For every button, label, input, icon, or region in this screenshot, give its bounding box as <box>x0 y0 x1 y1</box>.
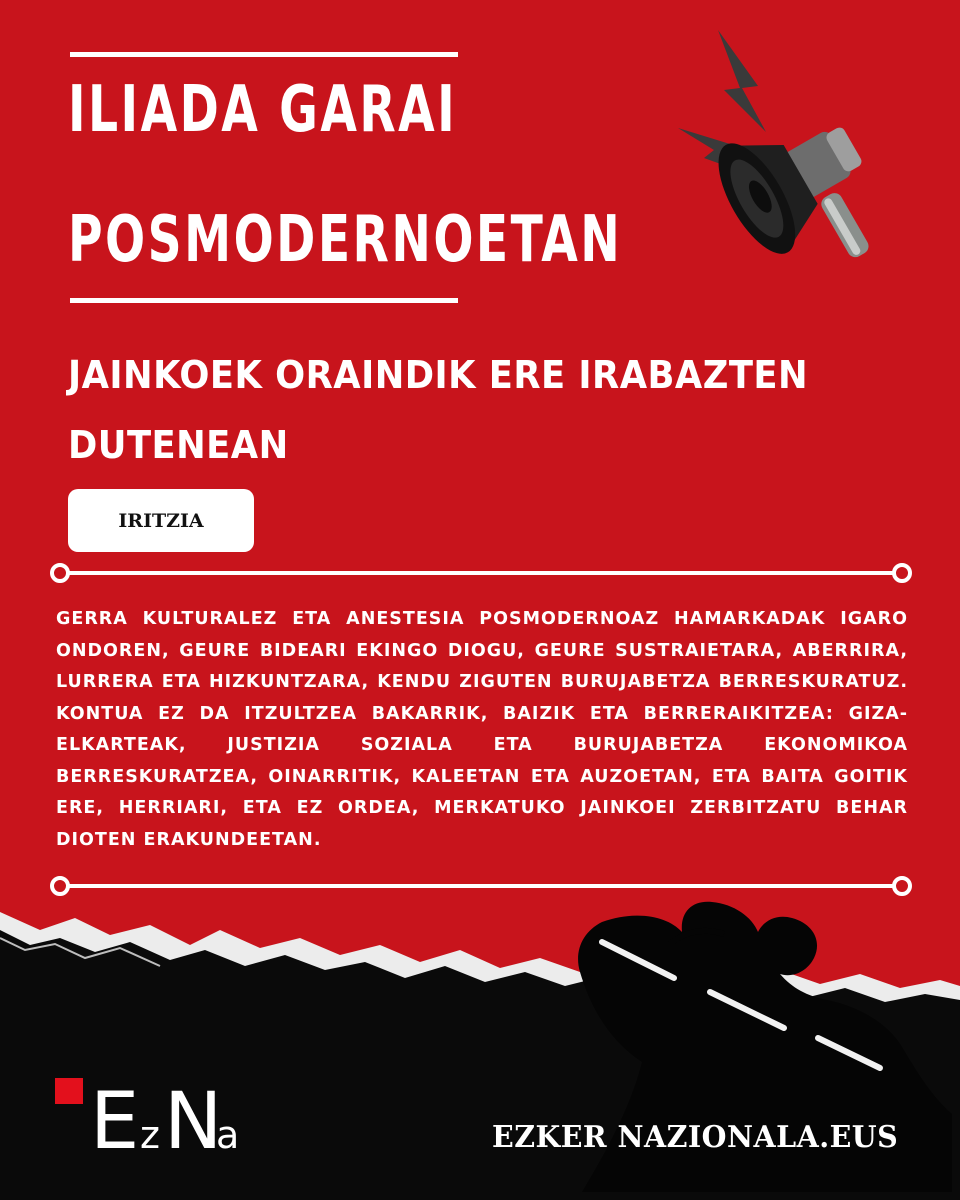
divider-dot-right <box>892 563 912 583</box>
divider-dot-right <box>892 876 912 896</box>
website-link[interactable]: EZKER NAZIONALA.EUS <box>492 1120 899 1155</box>
body-paragraph: GERRA KULTURALEZ ETA ANESTESIA POSMODERNOAZ HAMARKADAK IGARO ONDOREN, GEURE BIDEARI EKINGO DIOGU, GEURE SUSTRAIETARA, ABERRIRA, LURRERA ETA HIZKUNTZARA, KENDU ZIGUTEN BURUJABETZA BERRESKURATUZ. KONTUA EZ DA ITZULTZEA BAKARRIK, BAIZIK ETA BERRERAIKITZEA: GIZA-ELKARTEAK, JUSTIZIA SOZIALA ETA BURUJABETZA EKONOMIKOA BERRESKURATZEA, OINARRITIK, KALEETAN ETA AUZOETAN, ETA BAITA GOITIK ERE, HERRIARI, ETA EZ ORDEA, MERKATUKO JAINKOEI ZERBITZATU BEHAR DIOTEN ERAKUNDEETAN. <box>56 609 908 850</box>
subtitle: JAINKOEK ORAINDIK ERE IRABAZTEN DUTENEAN <box>68 353 809 467</box>
divider-line <box>61 571 901 575</box>
svg-text:z: z <box>140 1113 160 1157</box>
divider-bottom <box>50 875 912 897</box>
page-title-line1: ILIADA GARAI <box>68 73 458 147</box>
megaphone-icon <box>670 26 900 296</box>
ezna-logo[interactable] <box>90 1078 250 1158</box>
svg-text:a: a <box>216 1113 240 1157</box>
divider-dot-left <box>50 876 70 896</box>
logo-red-square <box>55 1078 83 1104</box>
category-tag-label: IRITZIA <box>118 509 204 532</box>
title-top-rule <box>70 52 458 57</box>
divider-top <box>50 562 912 584</box>
divider-dot-left <box>50 563 70 583</box>
page-title-line2: POSMODERNOETAN <box>68 203 623 277</box>
svg-text:E: E <box>90 1078 140 1158</box>
divider-line <box>61 884 901 888</box>
lightning-icon <box>718 30 766 132</box>
title-bottom-rule <box>70 298 458 303</box>
category-tag[interactable] <box>68 489 254 552</box>
logo-wordmark <box>90 1078 250 1158</box>
svg-text:N: N <box>164 1078 223 1158</box>
